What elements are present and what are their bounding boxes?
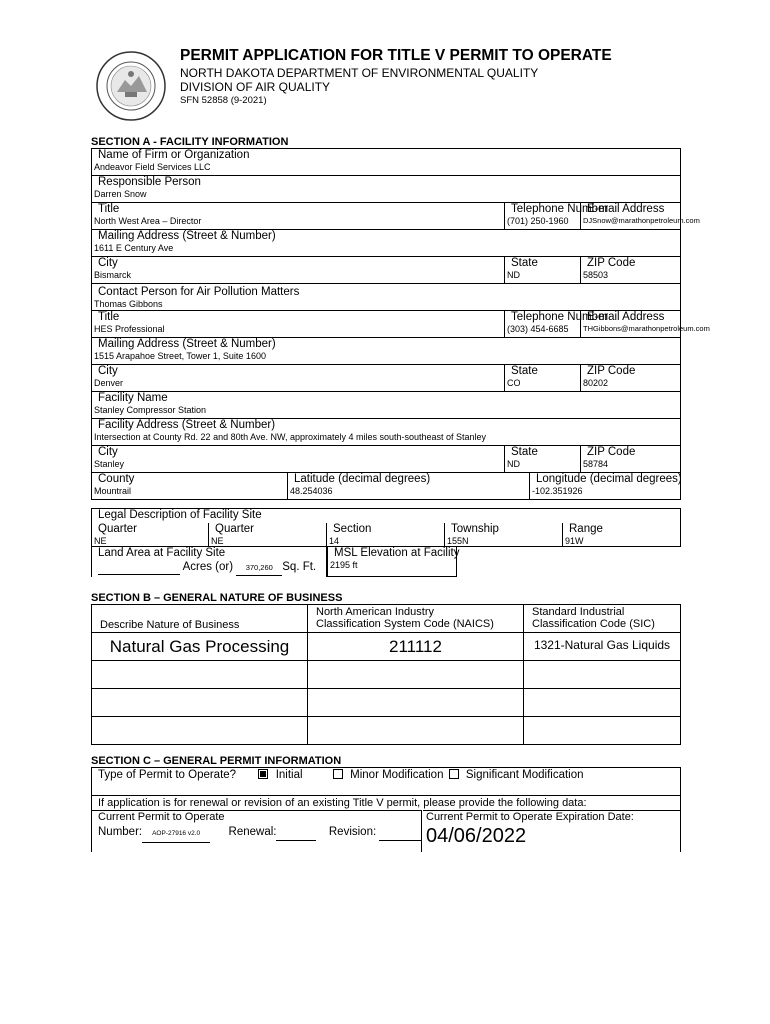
latitude-field[interactable]	[288, 473, 530, 500]
facility-address-field[interactable]	[92, 419, 681, 446]
facility-name-label: Facility Name	[98, 392, 168, 404]
contact-title-value: HES Professional	[94, 324, 165, 334]
facility-address-value: Intersection at County Rd. 22 and 80th Ave. NW, approximately 4 miles south-southeast of Stanley	[94, 432, 487, 442]
renewal-note: If application is for renewal or revision of an existing Title V permit, please provide the following data:	[98, 797, 587, 809]
contact-field[interactable]	[92, 284, 681, 311]
type-label: Type of Permit to Operate?	[98, 769, 237, 781]
land-area-label: Land Area at Facility Site	[98, 546, 226, 559]
msl-value: 2195 ft	[330, 559, 358, 570]
resp-state-field[interactable]	[505, 257, 581, 284]
resp-title-value: North West Area – Director	[94, 216, 202, 226]
msl-field[interactable]	[327, 546, 681, 577]
state-label: State	[511, 446, 538, 458]
col-naics-header	[308, 605, 524, 633]
acres-label: Acres (or)	[182, 560, 234, 573]
longitude-value: -102.351926	[532, 486, 583, 496]
business-cell[interactable]	[92, 633, 308, 661]
sqft-label: Sq. Ft.	[282, 560, 317, 573]
state-label: State	[511, 257, 538, 269]
quarter-label: Quarter	[215, 522, 254, 535]
facility-zip-value: 58784	[583, 459, 609, 469]
contact-city-field[interactable]	[92, 365, 505, 392]
facility-zip-field[interactable]	[581, 446, 681, 473]
naics-cell-empty[interactable]	[308, 661, 524, 689]
form-title: PERMIT APPLICATION FOR TITLE V PERMIT TO OPERATE	[180, 47, 612, 64]
division-name: DIVISION OF AIR QUALITY	[180, 80, 331, 94]
quarter-label: Quarter	[98, 522, 137, 535]
section-b-table	[91, 604, 681, 745]
resp-city-value: Bismarck	[94, 270, 132, 280]
firm-value: Andeavor Field Services LLC	[94, 162, 211, 172]
resp-state-value: ND	[507, 270, 520, 280]
city-label: City	[98, 446, 118, 458]
business-cell-empty[interactable]	[92, 717, 308, 745]
section-field[interactable]	[327, 523, 445, 547]
township-field[interactable]	[445, 523, 563, 547]
facility-name-field[interactable]	[92, 392, 681, 419]
department-name: NORTH DAKOTA DEPARTMENT OF ENVIRONMENTAL QUALITY	[180, 66, 539, 80]
firm-field[interactable]	[92, 149, 681, 176]
township-label: Township	[451, 522, 499, 535]
number-label: Number:	[98, 826, 143, 838]
col-sic-1: Standard Industrial	[532, 606, 625, 618]
current-permit-label: Current Permit to Operate	[98, 811, 225, 823]
sqft-value[interactable]: 370,260	[236, 561, 282, 576]
section-label: Section	[333, 522, 372, 535]
number-value[interactable]: AOP-27916 v2.0	[142, 826, 210, 843]
resp-phone-field[interactable]	[505, 203, 609, 230]
contact-phone-value: (303) 454-6685	[507, 324, 569, 334]
responsible-field[interactable]	[92, 176, 681, 203]
resp-zip-field[interactable]	[581, 257, 681, 284]
facility-address-label: Facility Address (Street & Number)	[98, 419, 276, 431]
legal-description-table	[91, 508, 681, 577]
latitude-label: Latitude (decimal degrees)	[294, 473, 431, 485]
permit-type-row	[92, 768, 681, 796]
state-seal-logo	[95, 50, 167, 122]
section-value: 14	[329, 535, 340, 546]
facility-state-field[interactable]	[505, 446, 581, 473]
county-label: County	[98, 473, 135, 485]
section-a-table	[91, 148, 710, 500]
resp-mailing-value: 1611 E Century Ave	[94, 243, 174, 253]
telephone-label: Telephone Number	[511, 311, 609, 323]
sic-cell-empty[interactable]	[524, 661, 681, 689]
resp-city-field[interactable]	[92, 257, 505, 284]
col-sic-2: Classification Code (SIC)	[532, 618, 655, 630]
contact-state-field[interactable]	[505, 365, 581, 392]
resp-zip-value: 58503	[583, 270, 609, 280]
title-label: Title	[98, 311, 120, 323]
resp-mailing-field[interactable]	[92, 230, 681, 257]
mailing-label: Mailing Address (Street & Number)	[98, 230, 276, 242]
telephone-label: Telephone Number	[511, 203, 609, 215]
facility-name-value: Stanley Compressor Station	[94, 405, 207, 415]
contact-email-value: THGibbons@marathonpetroleum.com	[583, 324, 710, 333]
section-c-title: SECTION C – GENERAL PERMIT INFORMATION	[91, 755, 342, 767]
contact-title-field[interactable]	[92, 311, 505, 338]
title-label: Title	[98, 203, 120, 215]
resp-email-field[interactable]	[581, 203, 700, 230]
responsible-label: Responsible Person	[98, 176, 201, 188]
contact-mailing-value: 1515 Arapahoe Street, Tower 1, Suite 1600	[94, 351, 266, 361]
naics-cell[interactable]	[308, 633, 524, 661]
facility-state-value: ND	[507, 459, 520, 469]
renewal-input[interactable]	[276, 824, 316, 841]
range-field[interactable]	[563, 523, 681, 547]
col-naics-1: North American Industry	[316, 606, 434, 618]
naics-cell-empty[interactable]	[308, 689, 524, 717]
renewal-label: Renewal:	[228, 826, 277, 838]
initial-label: Initial	[275, 769, 303, 781]
col-naics-2: Classification System Code (NAICS)	[316, 618, 494, 630]
quarter1-value: NE	[94, 535, 107, 546]
form-number: SFN 52858 (9-2021)	[180, 95, 267, 106]
revision-input[interactable]	[379, 824, 421, 841]
contact-zip-value: 80202	[583, 378, 609, 388]
sic-cell[interactable]	[524, 633, 681, 661]
resp-email-value: DJSnow@marathonpetroleum.com	[583, 216, 700, 225]
contact-label: Contact Person for Air Pollution Matters	[98, 286, 300, 298]
firm-label: Name of Firm or Organization	[98, 149, 250, 161]
section-c-table	[91, 767, 681, 852]
renewal-block	[92, 796, 681, 853]
acres-input[interactable]	[98, 560, 180, 575]
email-label: E-mail Address	[587, 203, 665, 215]
business-cell-empty[interactable]	[92, 661, 308, 689]
city-label: City	[98, 365, 118, 377]
sic-value: 1321-Natural Gas Liquids	[533, 638, 671, 652]
col-business-header	[92, 605, 308, 633]
sic-cell-empty[interactable]	[524, 717, 681, 745]
facility-city-field[interactable]	[92, 446, 505, 473]
zip-label: ZIP Code	[587, 365, 636, 377]
minor-label: Minor Modification	[350, 769, 444, 781]
msl-label: MSL Elevation at Facility	[334, 546, 460, 559]
expiration-value[interactable]: 04/06/2022	[426, 825, 527, 847]
col-business: Describe Nature of Business	[100, 619, 240, 631]
section-b-title: SECTION B – GENERAL NATURE OF BUSINESS	[91, 592, 343, 604]
quarter2-value: NE	[211, 535, 224, 546]
contact-state-value: CO	[507, 378, 521, 388]
resp-title-field[interactable]	[92, 203, 505, 230]
contact-phone-field[interactable]	[505, 311, 609, 338]
resp-phone-value: (701) 250-1960	[507, 216, 569, 226]
revision-label: Revision:	[328, 826, 377, 838]
minor-modification-checkbox[interactable]	[333, 769, 343, 779]
initial-checkbox[interactable]	[258, 769, 268, 779]
significant-label: Significant Modification	[465, 769, 584, 781]
naics-cell-empty[interactable]	[308, 717, 524, 745]
email-label: E-mail Address	[587, 311, 665, 323]
business-cell-empty[interactable]	[92, 689, 308, 717]
contact-zip-field[interactable]	[581, 365, 681, 392]
contact-city-value: Denver	[94, 378, 124, 388]
contact-email-field[interactable]	[581, 311, 710, 338]
township-value: 155N	[447, 535, 469, 546]
quarter2-field[interactable]	[209, 523, 327, 547]
quarter1-field[interactable]	[92, 523, 209, 547]
state-label: State	[511, 365, 538, 377]
sic-cell-empty[interactable]	[524, 689, 681, 717]
expiration-label: Current Permit to Operate Expiration Date:	[426, 811, 634, 823]
zip-label: ZIP Code	[587, 257, 636, 269]
col-sic-header	[524, 605, 681, 633]
range-label: Range	[569, 522, 603, 535]
longitude-field[interactable]	[530, 473, 681, 500]
significant-modification-checkbox[interactable]	[449, 769, 459, 779]
land-area-field[interactable]	[92, 546, 327, 577]
latitude-value: 48.254036	[290, 486, 333, 496]
city-label: City	[98, 257, 118, 269]
facility-city-value: Stanley	[94, 459, 125, 469]
legal-label: Legal Description of Facility Site	[98, 509, 262, 521]
business-value: Natural Gas Processing	[109, 637, 290, 656]
contact-mailing-field[interactable]	[92, 338, 681, 365]
section-a-title: SECTION A - FACILITY INFORMATION	[91, 136, 289, 148]
responsible-value: Darren Snow	[94, 189, 147, 199]
longitude-label: Longitude (decimal degrees)	[536, 473, 682, 485]
zip-label: ZIP Code	[587, 446, 636, 458]
mailing-label: Mailing Address (Street & Number)	[98, 338, 276, 350]
county-value: Mountrail	[94, 486, 132, 496]
county-field[interactable]	[92, 473, 288, 500]
range-value: 91W	[565, 535, 584, 546]
contact-value: Thomas Gibbons	[94, 299, 163, 309]
naics-value: 211112	[389, 637, 442, 656]
